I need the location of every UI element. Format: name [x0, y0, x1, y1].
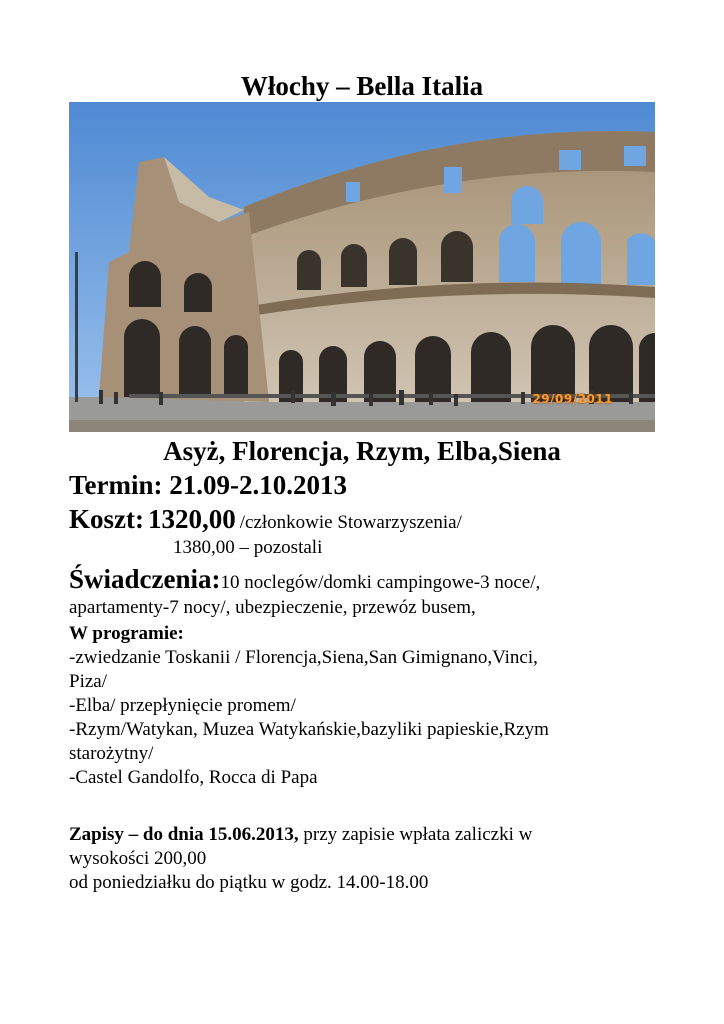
koszt-value: 1320,00 [147, 504, 236, 534]
koszt-note: /członkowie Stowarzyszenia/ [239, 512, 462, 533]
termin-value: 21.09-2.10.2013 [169, 470, 347, 500]
swiadczenia-text-2: apartamenty-7 nocy/, ubezpieczenie, przewóz busem, [69, 597, 476, 618]
program-item: starożytny/ [69, 743, 154, 764]
program-label: W programie: [69, 623, 184, 644]
koszt-line [69, 503, 689, 536]
termin-line [69, 469, 689, 502]
koszt-label: Koszt: [69, 504, 144, 534]
zapisy-text-1: przy zapisie wpłata zaliczki w [298, 824, 533, 845]
program-item: -Castel Gandolfo, Rocca di Papa [69, 767, 318, 788]
program-item: -Rzym/Watykan, Muzea Watykańskie,bazyliki papieskie,Rzym [69, 719, 549, 740]
page-title: Włochy – Bella Italia [240, 71, 484, 101]
destinations-heading: Asyż, Florencja, Rzym, Elba,Siena [163, 436, 561, 466]
zapisy-label: Zapisy – do dnia 15.06.2013, [69, 824, 299, 845]
termin-label: Termin: [69, 470, 163, 500]
program-item: -zwiedzanie Toskanii / Florencja,Siena,San Gimignano,Vinci, [69, 647, 538, 668]
zapisy-text-2: wysokości 200,00 [69, 848, 207, 869]
colosseum-illustration [69, 102, 655, 432]
zapisy-text-3: od poniedziałku do piątku w godz. 14.00-18.00 [69, 872, 429, 893]
swiadczenia-text-1: 10 noclegów/domki campingowe-3 noce/, [220, 572, 541, 593]
program-item: Piza/ [69, 671, 107, 692]
program-list [69, 646, 689, 790]
photo-date-stamp: 29/09/2011 [532, 392, 613, 406]
program-item: -Elba/ przepłynięcie promem/ [69, 695, 296, 716]
zapisy-block [69, 823, 689, 895]
swiadczenia-block [69, 563, 689, 620]
swiadczenia-label: Świadczenia: [69, 564, 221, 594]
koszt-second-line: 1380,00 – pozostali [173, 537, 323, 558]
colosseum-photo [69, 102, 655, 432]
